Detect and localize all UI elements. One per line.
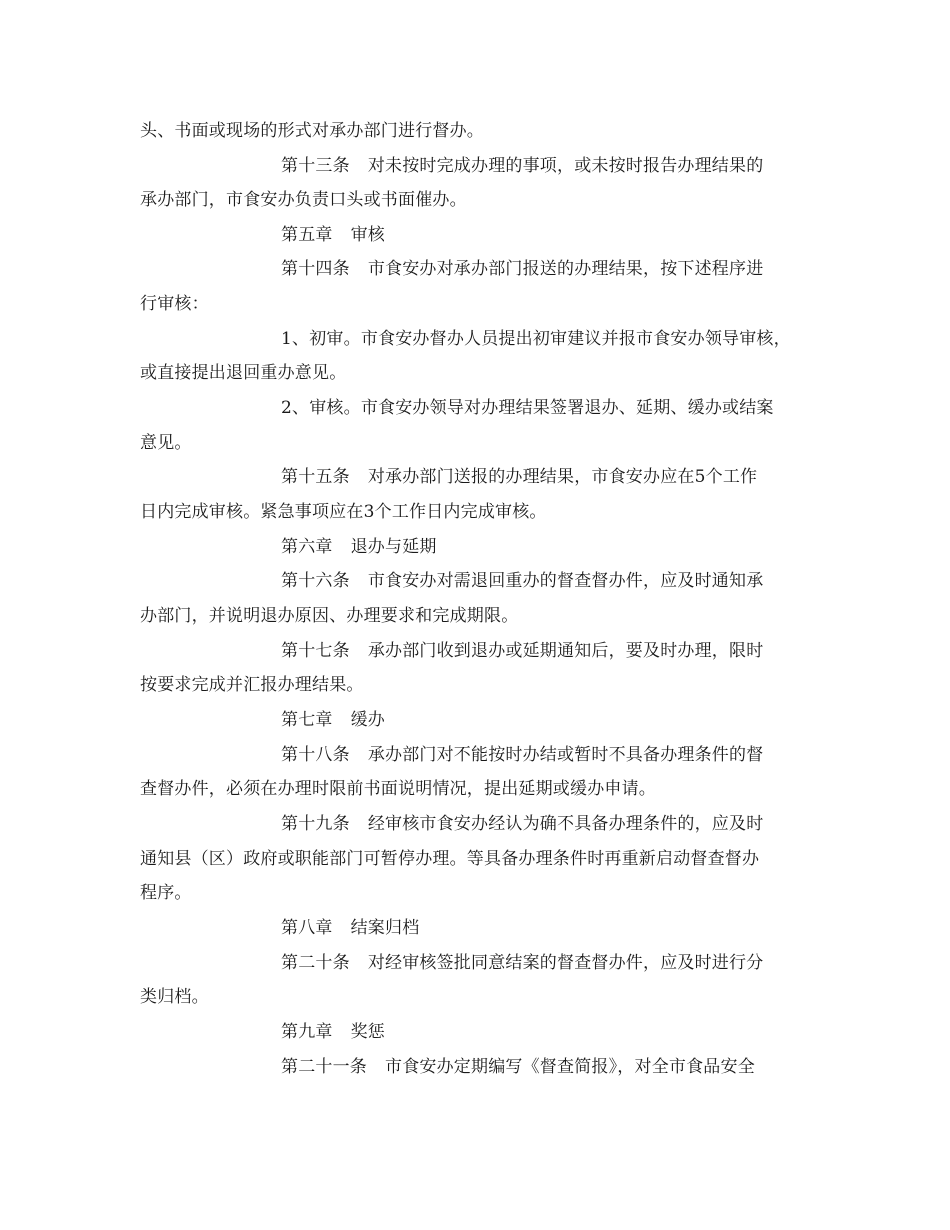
line-text: 日内完成审核。紧急事项应在3个工作日内完成审核。 — [140, 502, 547, 522]
article-21-line — [281, 1057, 755, 1077]
article-17-line — [281, 641, 763, 661]
article-heading: 第十七条 — [281, 641, 350, 661]
list-item-1 — [281, 329, 791, 349]
paragraph-line — [140, 294, 209, 314]
article-heading: 第十五条 — [281, 467, 350, 487]
chapter-title: 审核 — [350, 225, 386, 245]
paragraph-line — [140, 779, 656, 799]
chapter-6-heading — [281, 537, 437, 557]
line-text: 2、审核。市食安办领导对办理结果签署退办、延期、缓办或结案 — [281, 398, 774, 418]
paragraph-line — [140, 502, 547, 522]
paragraph-line — [140, 987, 209, 1007]
article-heading: 第十四条 — [281, 259, 350, 279]
paragraph-line — [140, 606, 518, 626]
line-text: 市食安办定期编写《督查简报》，对全市食品安全 — [385, 1057, 755, 1077]
line-text: 办部门，并说明退办原因、办理要求和完成期限。 — [140, 606, 519, 626]
paragraph-line — [140, 675, 364, 695]
article-18-line — [281, 745, 763, 765]
article-heading: 第十九条 — [281, 814, 350, 834]
article-16-line — [281, 571, 763, 591]
line-text: 经审核市食安办经认为确不具备办理条件的，应及时 — [367, 814, 764, 834]
chapter-number: 第九章 — [281, 1022, 333, 1042]
article-13-line — [281, 156, 763, 176]
article-heading: 第二十一条 — [281, 1057, 367, 1077]
line-text: 1、初审。市食安办督办人员提出初审建议并报市食安办领导审核， — [281, 329, 791, 349]
chapter-title: 退办与延期 — [350, 537, 437, 557]
line-text: 行审核： — [140, 294, 209, 314]
line-text: 类归档。 — [140, 987, 209, 1007]
article-heading: 第十三条 — [281, 156, 350, 176]
paragraph-line — [140, 849, 759, 869]
line-text: 头、书面或现场的形式对承办部门进行督办。 — [140, 121, 484, 141]
chapter-7-heading — [281, 710, 385, 730]
chapter-title: 奖惩 — [350, 1022, 386, 1042]
line-text: 承办部门对不能按时办结或暂时不具备办理条件的督 — [367, 745, 764, 765]
paragraph-line — [140, 190, 467, 210]
chapter-9-heading — [281, 1022, 385, 1042]
line-text: 意见。 — [140, 433, 192, 453]
article-14-line — [281, 259, 763, 279]
line-text: 程序。 — [140, 883, 192, 903]
chapter-title: 结案归档 — [350, 918, 420, 938]
line-text: 市食安办对需退回重办的督查督办件，应及时通知承 — [367, 571, 764, 591]
article-heading: 第十六条 — [281, 571, 350, 591]
list-item-2 — [281, 398, 774, 418]
line-text: 通知县（区）政府或职能部门可暂停办理。等具备办理条件时再重新启动督查督办 — [140, 849, 760, 869]
chapter-number: 第八章 — [281, 918, 333, 938]
article-20-line — [281, 953, 763, 973]
article-19-line — [281, 814, 763, 834]
paragraph-line — [140, 433, 192, 453]
line-text: 市食安办对承办部门报送的办理结果，按下述程序进 — [367, 259, 764, 279]
paragraph-line — [140, 121, 484, 141]
chapter-number: 第五章 — [281, 225, 333, 245]
chapter-number: 第七章 — [281, 710, 333, 730]
article-15-line — [281, 467, 757, 487]
line-text: 查督办件，必须在办理时限前书面说明情况，提出延期或缓办申请。 — [140, 779, 656, 799]
line-text: 对承办部门送报的办理结果，市食安办应在5个工作 — [367, 467, 758, 487]
line-text: 按要求完成并汇报办理结果。 — [140, 675, 364, 695]
chapter-8-heading — [281, 918, 419, 938]
line-text: 承办部门，市食安办负责口头或书面催办。 — [140, 190, 467, 210]
line-text: 对未按时完成办理的事项，或未按时报告办理结果的 — [367, 156, 764, 176]
chapter-5-heading — [281, 225, 385, 245]
line-text: 或直接提出退回重办意见。 — [140, 363, 347, 383]
article-heading: 第二十条 — [281, 953, 350, 973]
line-text: 对经审核签批同意结案的督查督办件，应及时进行分 — [367, 953, 764, 973]
paragraph-line — [140, 363, 346, 383]
line-text: 承办部门收到退办或延期通知后，要及时办理，限时 — [367, 641, 764, 661]
chapter-title: 缓办 — [350, 710, 386, 730]
article-heading: 第十八条 — [281, 745, 350, 765]
chapter-number: 第六章 — [281, 537, 333, 557]
paragraph-line — [140, 883, 192, 903]
